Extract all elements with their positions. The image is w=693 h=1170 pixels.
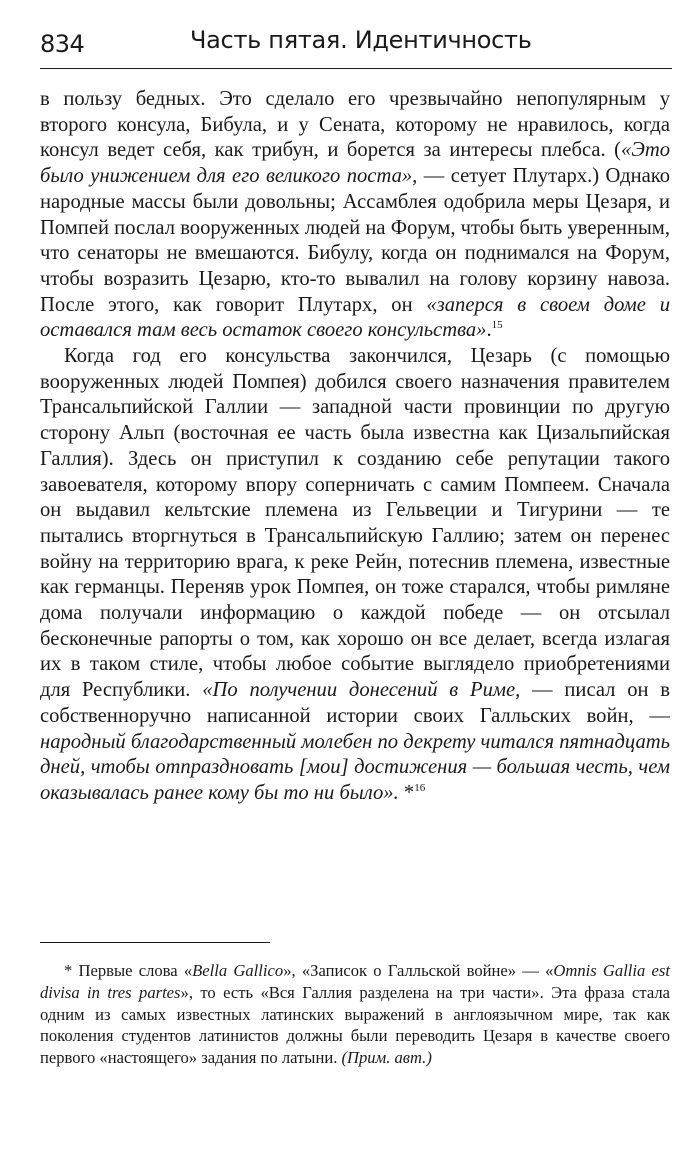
paragraph-2-text-1: Когда год его консульства закончился, Цезарь (с помощью вооруженных людей Помпея) добился своего назначения правителем Трансальпийской Галлии — западной части провинции по другую сторону Альп (восточная ее часть была известна как Цизальпийская Галлия). Здесь он приступил к созданию себе репутации такого завоевателя, которому впору соперничать с самим Помпеем. Сначала он выдавил кельтские племена из Гельвеции и Тигурини — те пытались вторгнуться в Трансальпийскую Галлию; затем он перенес войну на территорию врага, к реке Рейн, потеснив племена, известные как германцы. Переняв урок Помпея, он тоже старался, чтобы римляне дома получали информацию о каждой победе — он отсылал бесконечные рапорты о том, как хорошо он все делает, всегда излагая их в таком стиле, чтобы любое событие выглядело приобретениями для Республики. [40, 345, 670, 702]
page-header [40, 24, 672, 68]
footnote-marker: * [398, 781, 415, 804]
header-rule [40, 68, 672, 69]
paragraph-1-text-2: , — сетует Плутарх.) Однако народные массы были довольны; Ассамблея одобрила меры Цезаря, и Помпей послал вооруженных людей на Форум, чтобы быть уверенным, что сенаторы не вмешаются. Бибулу, когда он поднимался на Форум, чтобы возразить Цезарю, кто-то вывалил на голову корзину навоза. После этого, как говорит Плутарх, он [40, 165, 670, 316]
paragraph-2 [40, 344, 670, 807]
paragraph-1-quote-2: «заперся в своем доме и оставался там весь остаток своего консульства» [40, 293, 670, 342]
footnote-text-3: », то есть «Вся Галлия разделена на три части». Эта фраза стала одним из самых известных латинских выражений в англоязычном мире, так как поколения студентов латинистов должны были переводить Цезаря в качестве своего первого «настоящего» задания по латыни. [40, 982, 671, 1068]
footnote-text-1: Первые слова « [72, 961, 193, 980]
running-title: Часть пятая. Идентичность [190, 26, 532, 54]
paragraph-1 [40, 87, 670, 344]
footnote-text-2: », «Записок о Галльской войне» — « [283, 961, 554, 980]
paragraph-2-quote-1: «По получении донесений в Риме, [202, 679, 521, 702]
footnote-italic-1: Bella Gallico [192, 961, 284, 980]
paragraph-1-text-3: . [486, 319, 492, 342]
footnote-author-note: (Прим. авт.) [341, 1048, 432, 1068]
endnote-ref-15: 15 [491, 319, 503, 332]
paragraph-1-text-1: в пользу бедных. Это сделало его чрезвычайно непопулярным у второго консула, Бибула, и у Сената, которому не нравилось, когда консул ведет себя, как трибун, и борется за интересы плебса. ( [40, 88, 670, 162]
paragraph-2-quote-2: народный благодарственный молебен по декрету читался пятнадцать дней, чтобы отпраздновать [мои] достижения — большая честь, чем оказывалась ранее кому бы то ни было». [40, 730, 670, 804]
page-number: 834 [40, 30, 85, 58]
endnote-ref-16: 16 [414, 782, 426, 795]
footnote-text [40, 960, 670, 1069]
main-text [40, 87, 670, 807]
footnote-marker-symbol: * [64, 961, 73, 980]
footnote-italic-2: Omnis Gallia est divisa in tres partes [40, 961, 670, 1002]
footnote-rule [40, 942, 270, 943]
paragraph-1-quote-1: «Это было унижением для его великого поста» [40, 139, 670, 188]
paragraph-2-text-2: — писал он в собственноручно написанной истории своих Галльских войн, — [40, 679, 671, 727]
footnote [40, 960, 670, 1069]
